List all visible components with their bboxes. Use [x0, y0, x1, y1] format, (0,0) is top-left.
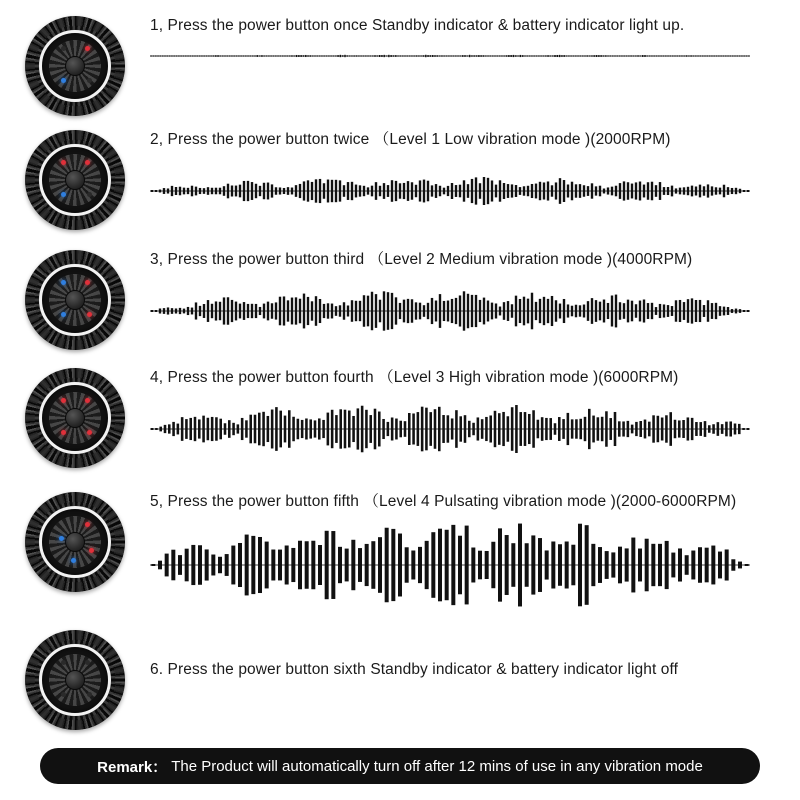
massager-device: [25, 130, 125, 230]
indicator-led-1: [85, 160, 90, 165]
indicator-led-4: [87, 312, 92, 317]
device-image-4: [0, 368, 150, 468]
indicator-led-4: [87, 692, 92, 697]
waveform-4: [150, 395, 780, 463]
massager-device: [25, 630, 125, 730]
step-label-4: 4, Press the power button fourth （Level 3 High vibration mode )(6000RPM): [150, 369, 679, 386]
step-row-1: [0, 16, 800, 116]
step-content-2: [150, 130, 800, 225]
power-button[interactable]: [65, 56, 85, 76]
indicator-led-2: [85, 280, 90, 285]
indicator-led-1: [61, 280, 66, 285]
step-row-6: [0, 630, 800, 730]
indicator-led-2: [85, 522, 90, 527]
power-button[interactable]: [65, 670, 85, 690]
power-button[interactable]: [65, 532, 85, 552]
step-row-2: [0, 130, 800, 230]
indicator-led-3: [87, 78, 92, 83]
indicator-led-3: [61, 430, 66, 435]
device-image-1: [0, 16, 150, 116]
remark-banner: [40, 748, 760, 784]
step-content-6: [150, 630, 800, 679]
remark-label: Remark：: [97, 758, 168, 776]
waveform-3: [150, 277, 780, 345]
indicator-led-1: [61, 398, 66, 403]
massager-device: [25, 16, 125, 116]
indicator-led-1: [85, 46, 90, 51]
massager-device: [25, 250, 125, 350]
waveform-5: [150, 519, 780, 611]
waveform-2: [150, 157, 780, 225]
massager-device: [25, 368, 125, 468]
indicator-led-2: [61, 160, 66, 165]
power-button[interactable]: [65, 290, 85, 310]
indicator-led-4: [87, 192, 92, 197]
step-label-2: 2, Press the power button twice （Level 1 Low vibration mode )(2000RPM): [150, 131, 671, 148]
device-image-5: [0, 492, 150, 592]
massager-device: [25, 492, 125, 592]
indicator-led-4: [61, 46, 66, 51]
device-image-2: [0, 130, 150, 230]
indicator-led-3: [61, 312, 66, 317]
device-image-3: [0, 250, 150, 350]
step-row-4: [0, 368, 800, 468]
indicator-led-1: [61, 660, 66, 665]
indicator-led-3: [61, 192, 66, 197]
indicator-led-4: [89, 548, 94, 553]
step-content-3: [150, 250, 800, 345]
step-content-4: [150, 368, 800, 463]
device-image-6: [0, 630, 150, 730]
step-row-5: [0, 492, 800, 611]
indicator-led-2: [85, 398, 90, 403]
indicator-led-1: [59, 536, 64, 541]
power-button[interactable]: [65, 408, 85, 428]
indicator-led-2: [61, 78, 66, 83]
indicator-led-3: [61, 692, 66, 697]
step-content-1: [150, 16, 800, 69]
remark-text: The Product will automatically turn off after 12 mins of use in any vibration mode: [171, 757, 703, 775]
step-label-3: 3, Press the power button third （Level 2 Medium vibration mode )(4000RPM): [150, 251, 693, 268]
waveform-1: [150, 43, 780, 69]
step-label-5: 5, Press the power button fifth （Level 4 Pulsating vibration mode )(2000-6000RPM): [150, 493, 737, 510]
indicator-led-2: [85, 660, 90, 665]
step-content-5: [150, 492, 800, 611]
indicator-led-3: [71, 558, 76, 563]
power-button[interactable]: [65, 170, 85, 190]
indicator-led-4: [87, 430, 92, 435]
step-label-1: 1, Press the power button once Standby indicator & battery indicator light up.: [150, 17, 685, 34]
step-row-3: [0, 250, 800, 350]
step-label-6: 6. Press the power button sixth Standby indicator & battery indicator light off: [150, 661, 679, 678]
